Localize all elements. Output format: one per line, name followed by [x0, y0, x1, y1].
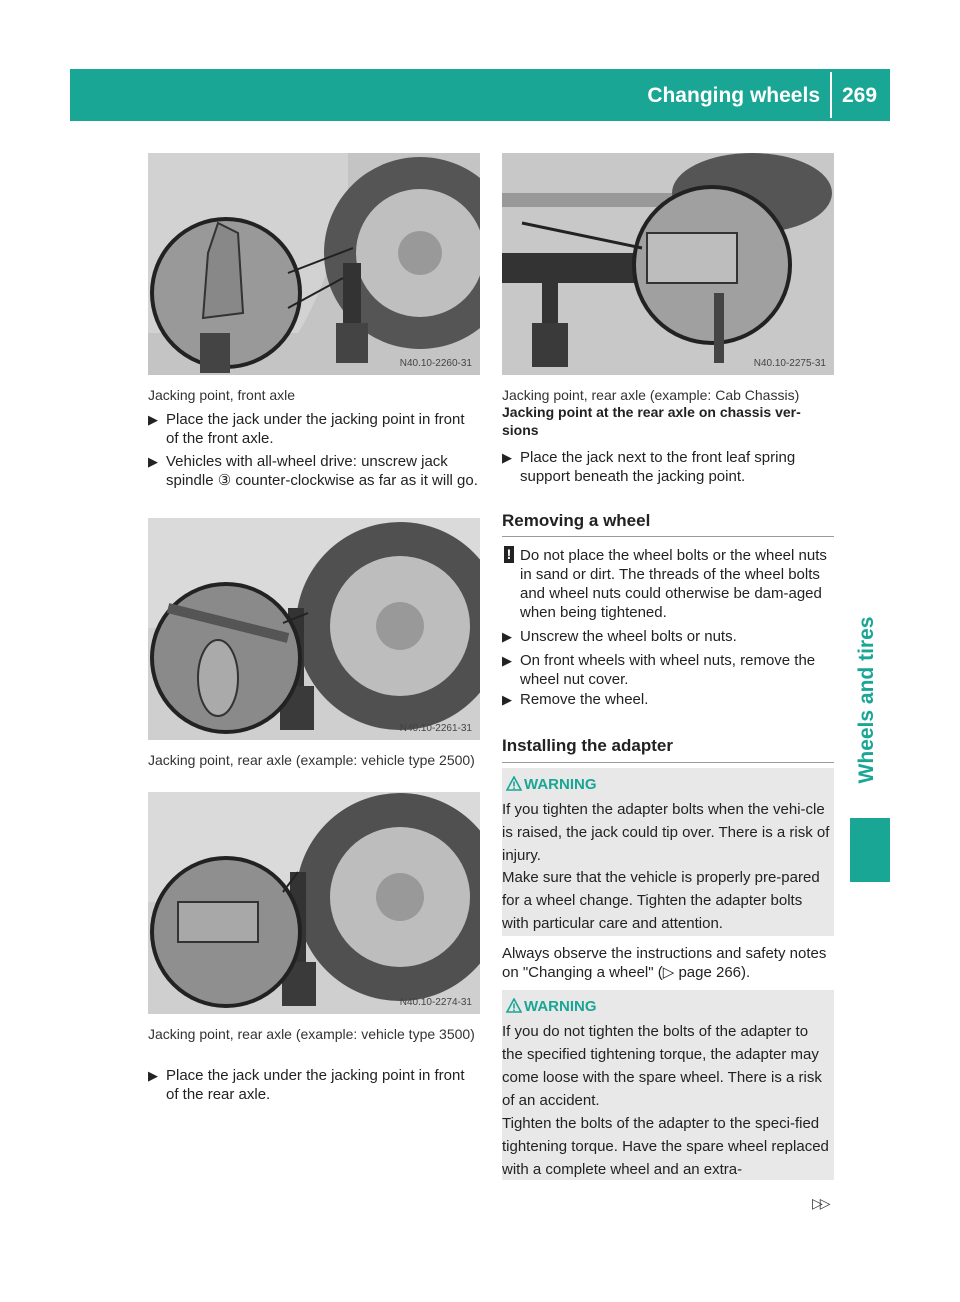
figure-caption: Jacking point, rear axle (example: vehicle type 3500)	[148, 1026, 475, 1042]
illustration-cab-chassis	[502, 153, 834, 375]
illustration-rear-axle-3500	[148, 792, 480, 1014]
bullet-arrow-icon: ▶	[148, 454, 158, 469]
header-divider	[830, 72, 832, 118]
instruction-step: ▶ Unscrew the wheel bolts or nuts.	[502, 628, 737, 645]
section-title: Changing wheels	[647, 84, 820, 107]
figure-front-axle	[148, 153, 480, 375]
figure-caption: Jacking point, rear axle (example: Cab Chassis)	[502, 387, 800, 403]
illustration-rear-axle-2500	[148, 518, 480, 740]
bullet-arrow-icon: ▶	[502, 653, 512, 668]
side-tab-marker	[850, 818, 890, 882]
warning-text: Make sure that the vehicle is properly pre-pared for a wheel change. Tighten the adapter bolts with particular care and attention.	[502, 869, 820, 932]
figure-rear-axle-3500	[148, 792, 480, 1014]
figure-id: N40.10-2261-31	[399, 723, 472, 734]
bullet-arrow-icon: ▶	[502, 450, 512, 465]
section-heading: Installing the adapter	[502, 736, 673, 755]
figure-id: N40.10-2275-31	[753, 358, 826, 369]
subheading: Jacking point at the rear axle on chassis ver-sions	[502, 404, 801, 438]
instruction-step: ▶ Place the jack next to the front leaf spring support beneath the jacking point.	[502, 449, 796, 485]
figure-caption: Jacking point, front axle	[148, 387, 296, 403]
instruction-step: ▶ Remove the wheel.	[502, 691, 649, 708]
heading-rule	[502, 536, 834, 537]
warning-heading: WARNING	[524, 776, 597, 793]
notice: ! Do not place the wheel bolts or the wheel nuts in sand or dirt. The threads of the wheel bolts and wheel nuts could otherwise be dam-aged when being tightened.	[502, 546, 834, 622]
warning-box	[502, 990, 834, 1180]
figure-id: N40.10-2274-31	[399, 997, 472, 1008]
instruction-step: ▶ On front wheels with wheel nuts, remove the wheel nut cover.	[502, 652, 816, 688]
instruction-step: ▶ Place the jack under the jacking point in front of the front axle.	[148, 411, 465, 447]
heading-rule	[502, 762, 834, 763]
warning-text: Tighten the bolts of the adapter to the speci-fied tightening torque. Have the spare wheel replaced with a complete wheel and an extra-	[502, 1115, 829, 1178]
figure-cab-chassis	[502, 153, 834, 375]
illustration-front-axle	[148, 153, 480, 375]
warning-box	[502, 768, 834, 936]
page-number: 269	[842, 84, 878, 107]
body-paragraph: Always observe the instructions and safety notes on "Changing a wheel" (▷ page 266).	[502, 945, 827, 981]
section-heading: Removing a wheel	[502, 511, 651, 530]
continue-icon: ▷▷	[812, 1195, 828, 1211]
side-tab-label: Wheels and tires	[855, 616, 878, 784]
side-tab	[852, 580, 882, 820]
bullet-arrow-icon: ▶	[148, 1068, 158, 1083]
warning-triangle-icon	[506, 776, 522, 792]
bullet-arrow-icon: ▶	[502, 692, 512, 707]
warning-text: If you tighten the adapter bolts when the vehi-cle is raised, the jack could tip over. There is a risk of injury.	[502, 801, 830, 864]
warning-triangle-icon	[506, 998, 522, 1014]
figure-caption: Jacking point, rear axle (example: vehicle type 2500)	[148, 752, 475, 768]
warning-text: If you do not tighten the bolts of the adapter to the specified tightening torque, the adapter may come loose with the spare wheel. There is a risk of an accident.	[502, 1023, 822, 1109]
figure-rear-axle-2500	[148, 518, 480, 740]
instruction-step: ▶ Vehicles with all-wheel drive: unscrew jack spindle ③ counter-clockwise as far as it will go.	[148, 453, 478, 489]
bullet-arrow-icon: ▶	[148, 412, 158, 427]
instruction-step: ▶ Place the jack under the jacking point in front of the rear axle.	[148, 1067, 465, 1103]
figure-id: N40.10-2260-31	[399, 358, 472, 369]
warning-heading: WARNING	[524, 998, 597, 1015]
exclamation-icon: !	[504, 546, 514, 563]
bullet-arrow-icon: ▶	[502, 629, 512, 644]
